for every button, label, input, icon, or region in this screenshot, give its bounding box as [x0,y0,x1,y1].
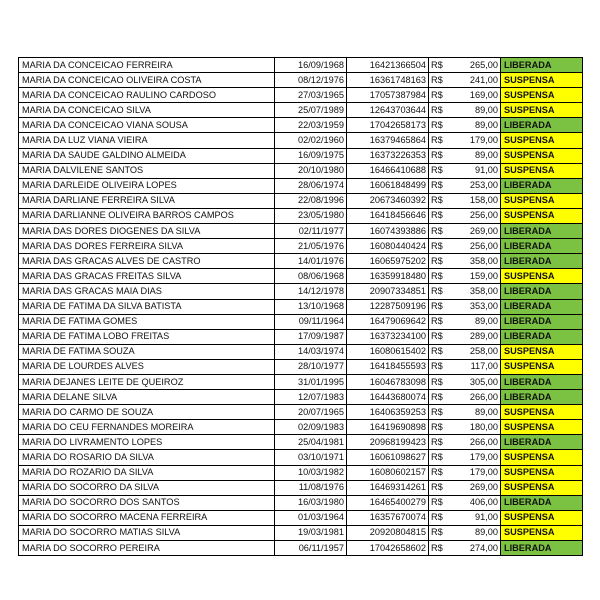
name-cell: MARIA DARLIANNE OLIVEIRA BARROS CAMPOS [19,208,275,223]
date-cell: 12/07/1983 [275,390,347,405]
table-row [19,435,583,450]
amount: 406,00 [469,497,498,508]
status-cell: SUSPENSA [501,525,583,540]
date-cell: 21/05/1976 [275,239,347,254]
table-row [19,420,583,435]
table-row [19,224,583,239]
date-cell: 20/10/1980 [275,163,347,178]
status-cell: SUSPENSA [501,405,583,420]
currency-symbol: R$ [431,467,443,478]
status-cell: SUSPENSA [501,359,583,374]
status-cell: LIBERADA [501,541,583,556]
table-row [19,133,583,148]
date-cell: 27/03/1965 [275,88,347,103]
status-cell: LIBERADA [501,58,583,73]
date-cell: 22/03/1959 [275,118,347,133]
status-cell: LIBERADA [501,224,583,239]
value-cell [429,193,501,208]
status-cell: LIBERADA [501,299,583,314]
status-cell: SUSPENSA [501,420,583,435]
value-cell [429,344,501,359]
table-row [19,103,583,118]
amount: 169,00 [469,89,498,100]
currency-symbol: R$ [431,255,443,266]
status-cell: LIBERADA [501,284,583,299]
currency-symbol: R$ [431,436,443,447]
value-cell [429,374,501,389]
date-cell: 25/04/1981 [275,435,347,450]
currency-symbol: R$ [431,59,443,70]
amount: 159,00 [469,270,498,281]
code-cell: 20920804815 [347,525,429,540]
table-row [19,374,583,389]
date-cell: 23/05/1980 [275,208,347,223]
amount: 179,00 [469,451,498,462]
name-cell: MARIA DA CONCEICAO OLIVEIRA COSTA [19,73,275,88]
status-cell: SUSPENSA [501,163,583,178]
value-cell [429,73,501,88]
date-cell: 06/11/1957 [275,541,347,556]
name-cell: MARIA DO CARMO DE SOUZA [19,405,275,420]
currency-symbol: R$ [431,512,443,523]
table-row [19,284,583,299]
date-cell: 25/07/1989 [275,103,347,118]
code-cell: 16046783098 [347,374,429,389]
name-cell: MARIA DA CONCEICAO RAULINO CARDOSO [19,88,275,103]
table-row [19,299,583,314]
name-cell: MARIA DA CONCEICAO VIANA SOUSA [19,118,275,133]
status-cell: LIBERADA [501,390,583,405]
currency-symbol: R$ [431,542,443,553]
date-cell: 02/09/1983 [275,420,347,435]
currency-symbol: R$ [431,361,443,372]
amount: 256,00 [469,240,498,251]
table-row [19,208,583,223]
table-row [19,525,583,540]
status-cell: SUSPENSA [501,450,583,465]
date-cell: 08/12/1976 [275,73,347,88]
name-cell: MARIA DE FATIMA SOUZA [19,344,275,359]
currency-symbol: R$ [431,89,443,100]
table-row [19,73,583,88]
currency-symbol: R$ [431,210,443,221]
currency-symbol: R$ [431,316,443,327]
amount: 265,00 [469,59,498,70]
amount: 253,00 [469,180,498,191]
code-cell: 17042658602 [347,541,429,556]
value-cell [429,495,501,510]
value-cell [429,299,501,314]
table-row [19,239,583,254]
amount: 274,00 [469,542,498,553]
table-row [19,88,583,103]
name-cell: MARIA DO ROSARIO DA SILVA [19,450,275,465]
date-cell: 16/09/1975 [275,148,347,163]
status-cell: SUSPENSA [501,510,583,525]
code-cell: 16469314261 [347,480,429,495]
amount: 91,00 [475,512,498,523]
name-cell: MARIA DO SOCORRO MATIAS SILVA [19,525,275,540]
date-cell: 28/10/1977 [275,359,347,374]
code-cell: 16065975202 [347,254,429,269]
date-cell: 01/03/1964 [275,510,347,525]
value-cell [429,269,501,284]
value-cell [429,133,501,148]
currency-symbol: R$ [431,119,443,130]
name-cell: MARIA DA SAUDE GALDINO ALMEIDA [19,148,275,163]
name-cell: MARIA DO SOCORRO DOS SANTOS [19,495,275,510]
status-cell: SUSPENSA [501,73,583,88]
name-cell: MARIA DE FATIMA LOBO FREITAS [19,329,275,344]
date-cell: 22/08/1996 [275,193,347,208]
name-cell: MARIA DO LIVRAMENTO LOPES [19,435,275,450]
date-cell: 19/03/1981 [275,525,347,540]
value-cell [429,224,501,239]
value-cell [429,284,501,299]
name-cell: MARIA DA CONCEICAO FERREIRA [19,58,275,73]
name-cell: MARIA DE FATIMA GOMES [19,314,275,329]
code-cell: 16061848499 [347,178,429,193]
currency-symbol: R$ [431,527,443,538]
value-cell [429,178,501,193]
date-cell: 03/10/1971 [275,450,347,465]
table-row [19,193,583,208]
table-row [19,405,583,420]
amount: 358,00 [469,285,498,296]
code-cell: 20907334851 [347,284,429,299]
code-cell: 16080440424 [347,239,429,254]
currency-symbol: R$ [431,270,443,281]
code-cell: 12643703644 [347,103,429,118]
records-table-body [19,58,583,556]
value-cell [429,118,501,133]
date-cell: 02/02/1960 [275,133,347,148]
date-cell: 28/06/1974 [275,178,347,193]
name-cell: MARIA DELANE SILVA [19,390,275,405]
value-cell [429,239,501,254]
currency-symbol: R$ [431,376,443,387]
value-cell [429,148,501,163]
currency-symbol: R$ [431,406,443,417]
date-cell: 10/03/1982 [275,465,347,480]
name-cell: MARIA DAS GRACAS ALVES DE CASTRO [19,254,275,269]
currency-symbol: R$ [431,165,443,176]
currency-symbol: R$ [431,285,443,296]
currency-symbol: R$ [431,391,443,402]
code-cell: 17057387984 [347,88,429,103]
table-row [19,58,583,73]
status-cell: LIBERADA [501,329,583,344]
value-cell [429,58,501,73]
value-cell [429,103,501,118]
amount: 89,00 [475,316,498,327]
code-cell: 20673460392 [347,193,429,208]
currency-symbol: R$ [431,104,443,115]
amount: 353,00 [469,301,498,312]
amount: 179,00 [469,467,498,478]
code-cell: 16379465864 [347,133,429,148]
value-cell [429,329,501,344]
table-row [19,390,583,405]
status-cell: LIBERADA [501,374,583,389]
status-cell: SUSPENSA [501,344,583,359]
currency-symbol: R$ [431,150,443,161]
name-cell: MARIA DE FATIMA DA SILVA BATISTA [19,299,275,314]
name-cell: MARIA DA LUZ VIANA VIEIRA [19,133,275,148]
amount: 89,00 [475,527,498,538]
date-cell: 16/09/1968 [275,58,347,73]
code-cell: 16080602157 [347,465,429,480]
code-cell: 16406359253 [347,405,429,420]
table-row [19,541,583,556]
table-row [19,510,583,525]
code-cell: 17042658173 [347,118,429,133]
table-row [19,359,583,374]
table-row [19,148,583,163]
code-cell: 16418456646 [347,208,429,223]
date-cell: 11/08/1976 [275,480,347,495]
value-cell [429,525,501,540]
value-cell [429,314,501,329]
table-row [19,329,583,344]
currency-symbol: R$ [431,195,443,206]
amount: 179,00 [469,135,498,146]
currency-symbol: R$ [431,301,443,312]
date-cell: 17/09/1987 [275,329,347,344]
value-cell [429,450,501,465]
value-cell [429,510,501,525]
value-cell [429,435,501,450]
status-cell: LIBERADA [501,435,583,450]
table-row [19,314,583,329]
status-cell: SUSPENSA [501,269,583,284]
code-cell: 16061098627 [347,450,429,465]
value-cell [429,480,501,495]
code-cell: 16443680074 [347,390,429,405]
date-cell: 13/10/1968 [275,299,347,314]
name-cell: MARIA DAS DORES FERREIRA SILVA [19,239,275,254]
name-cell: MARIA DARLIANE FERREIRA SILVA [19,193,275,208]
currency-symbol: R$ [431,331,443,342]
table-row [19,178,583,193]
name-cell: MARIA DO SOCORRO DA SILVA [19,480,275,495]
currency-symbol: R$ [431,482,443,493]
status-cell: LIBERADA [501,254,583,269]
value-cell [429,420,501,435]
value-cell [429,405,501,420]
date-cell: 16/03/1980 [275,495,347,510]
code-cell: 20968199423 [347,435,429,450]
value-cell [429,163,501,178]
status-cell: SUSPENSA [501,88,583,103]
currency-symbol: R$ [431,74,443,85]
name-cell: MARIA DO ROZARIO DA SILVA [19,465,275,480]
currency-symbol: R$ [431,135,443,146]
name-cell: MARIA DALVILENE SANTOS [19,163,275,178]
amount: 89,00 [475,119,498,130]
status-cell: SUSPENSA [501,465,583,480]
status-cell: LIBERADA [501,495,583,510]
amount: 180,00 [469,421,498,432]
table-row [19,163,583,178]
name-cell: MARIA DAS GRACAS MAIA DIAS [19,284,275,299]
status-cell: SUSPENSA [501,103,583,118]
code-cell: 16074393886 [347,224,429,239]
code-cell: 16466410688 [347,163,429,178]
name-cell: MARIA DO SOCORRO MACENA FERREIRA [19,510,275,525]
status-cell: SUSPENSA [501,208,583,223]
status-cell: SUSPENSA [501,133,583,148]
code-cell: 12287509196 [347,299,429,314]
currency-symbol: R$ [431,451,443,462]
date-cell: 14/01/1976 [275,254,347,269]
status-cell: LIBERADA [501,314,583,329]
date-cell: 08/06/1968 [275,269,347,284]
code-cell: 16479069642 [347,314,429,329]
status-cell: SUSPENSA [501,480,583,495]
value-cell [429,465,501,480]
status-cell: LIBERADA [501,178,583,193]
date-cell: 09/11/1964 [275,314,347,329]
name-cell: MARIA DA CONCEICAO SILVA [19,103,275,118]
value-cell [429,254,501,269]
value-cell [429,541,501,556]
table-row [19,495,583,510]
amount: 289,00 [469,331,498,342]
records-table [18,57,583,556]
date-cell: 20/07/1965 [275,405,347,420]
table-row [19,118,583,133]
code-cell: 16421366504 [347,58,429,73]
amount: 241,00 [469,74,498,85]
code-cell: 16373234100 [347,329,429,344]
amount: 117,00 [470,361,498,372]
currency-symbol: R$ [431,225,443,236]
code-cell: 16080615402 [347,344,429,359]
amount: 269,00 [469,482,498,493]
status-cell: LIBERADA [501,118,583,133]
value-cell [429,208,501,223]
code-cell: 16357670074 [347,510,429,525]
name-cell: MARIA DAS DORES DIOGENES DA SILVA [19,224,275,239]
amount: 266,00 [469,391,498,402]
code-cell: 16418455593 [347,359,429,374]
name-cell: MARIA DARLEIDE OLIVEIRA LOPES [19,178,275,193]
amount: 256,00 [469,210,498,221]
amount: 305,00 [469,376,498,387]
status-cell: SUSPENSA [501,148,583,163]
amount: 89,00 [475,104,498,115]
value-cell [429,359,501,374]
amount: 269,00 [469,225,498,236]
name-cell: MARIA DE LOURDES ALVES [19,359,275,374]
amount: 89,00 [475,406,498,417]
date-cell: 14/03/1974 [275,344,347,359]
name-cell: MARIA DO SOCORRO PEREIRA [19,541,275,556]
name-cell: MARIA DO CEU FERNANDES MOREIRA [19,420,275,435]
code-cell: 16361748163 [347,73,429,88]
currency-symbol: R$ [431,421,443,432]
amount: 89,00 [475,150,498,161]
amount: 266,00 [469,436,498,447]
amount: 158,00 [469,195,498,206]
table-row [19,480,583,495]
date-cell: 31/01/1995 [275,374,347,389]
code-cell: 16359918480 [347,269,429,284]
status-cell: LIBERADA [501,239,583,254]
date-cell: 14/12/1978 [275,284,347,299]
currency-symbol: R$ [431,180,443,191]
currency-symbol: R$ [431,346,443,357]
value-cell [429,390,501,405]
amount: 91,00 [475,165,498,176]
code-cell: 16465400279 [347,495,429,510]
currency-symbol: R$ [431,240,443,251]
table-row [19,465,583,480]
name-cell: MARIA DAS GRACAS FREITAS SILVA [19,269,275,284]
code-cell: 16419690898 [347,420,429,435]
date-cell: 02/11/1977 [275,224,347,239]
table-row [19,254,583,269]
code-cell: 16373226353 [347,148,429,163]
amount: 358,00 [469,255,498,266]
value-cell [429,88,501,103]
status-cell: SUSPENSA [501,193,583,208]
currency-symbol: R$ [431,497,443,508]
amount: 258,00 [469,346,498,357]
table-row [19,450,583,465]
table-row [19,344,583,359]
name-cell: MARIA DEJANES LEITE DE QUEIROZ [19,374,275,389]
table-row [19,269,583,284]
